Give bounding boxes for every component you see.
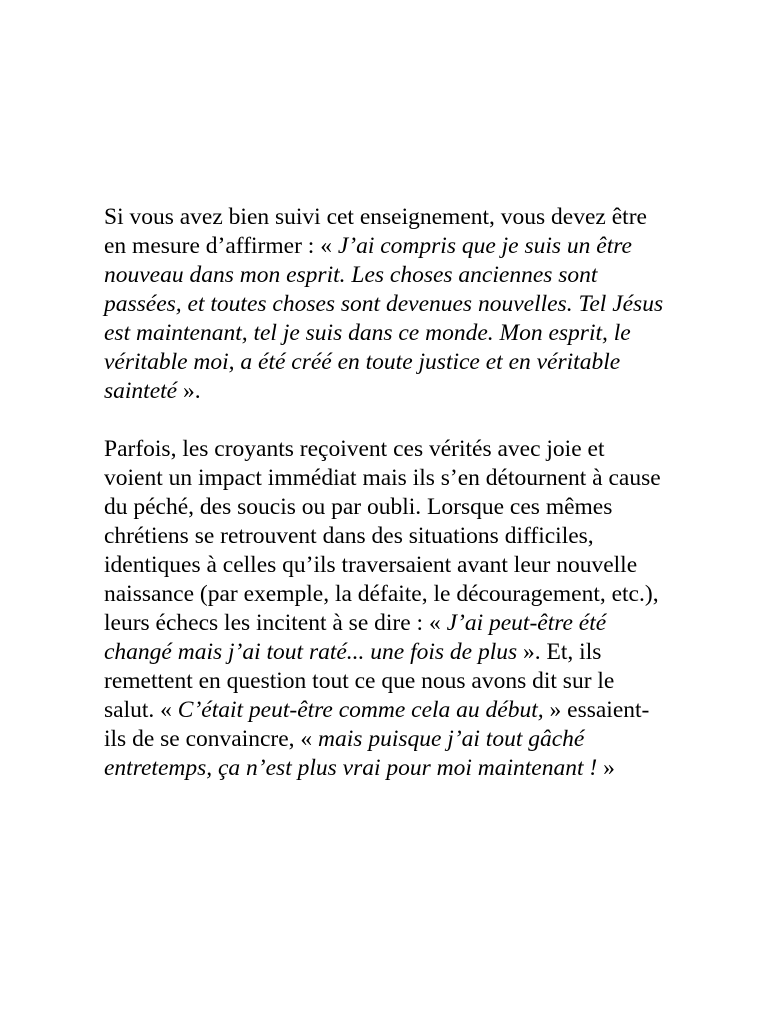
- text-segment: »: [597, 755, 615, 781]
- italic-quote: mais puisque j’ai tout gâché entretemps, ça n’est plus vrai pour moi maintenant !: [104, 726, 598, 781]
- italic-quote: J’ai peut-être été changé mais j’ai tout raté... une fois de plus: [104, 610, 607, 665]
- body-text: [104, 203, 664, 812]
- paragraph-1: [104, 203, 664, 406]
- italic-quote: J’ai compris que je suis un être nouveau dans mon esprit. Les choses anciennes sont passées, et toutes choses sont devenues nouvelles. Tel Jésus est maintenant, tel je suis dans ce monde. Mon esprit, le véritable moi, a été créé en toute justice et en véritable sainteté: [104, 233, 664, 404]
- text-segment: ». Et, ils remettent en question tout ce que nous avons dit sur le salut. «: [104, 639, 615, 723]
- text-segment: » essaient-ils de se convaincre, «: [104, 697, 650, 752]
- italic-quote: C’était peut-être comme cela au début,: [177, 697, 544, 723]
- text-segment: Parfois, les croyants reçoivent ces vérités avec joie et voient un impact immédiat mais ils s’en détournent à cause du péché, des soucis ou par oubli. Lorsque ces mêmes chrétiens se retrouvent dans des situations difficiles, identiques à celles qu’ils traversaient avant leur nouvelle naissance (par exemple, la défaite, le découragement, etc.), leurs échecs les incitent à se dire : «: [104, 436, 661, 636]
- text-segment: ».: [177, 378, 201, 404]
- paragraph-2: [104, 435, 664, 783]
- text-segment: Si vous avez bien suivi cet enseignement, vous devez être en mesure d’affirmer : «: [104, 204, 647, 259]
